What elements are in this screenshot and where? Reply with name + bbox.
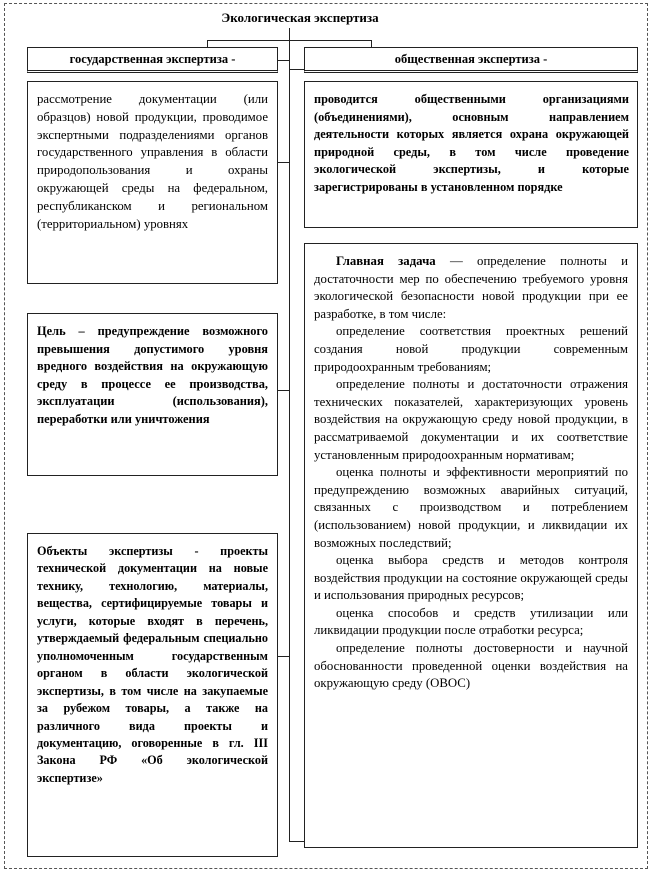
- connector-to-public-header: [289, 69, 304, 70]
- public-definition-box: [304, 81, 638, 228]
- task-lead: Главная задача: [336, 254, 436, 268]
- task-item: оценка выбора средств и методов контроля воздействия продукции на состояние окружающей среды и использования природных ресурсов;: [314, 553, 628, 603]
- connector-to-objects: [278, 656, 289, 657]
- connector-to-state-header: [278, 60, 289, 61]
- task-intro: [314, 253, 628, 323]
- connector-to-definition: [278, 162, 289, 163]
- main-task-box: [304, 243, 638, 848]
- connector-to-goal: [278, 390, 289, 391]
- connector-to-task: [289, 841, 304, 842]
- connector-title-down: [289, 28, 290, 40]
- task-item: определение полноты достоверности и научной обоснованности проведенной оценки воздействия на окружающую среду (ОВОС): [314, 641, 628, 691]
- objects-box: [27, 533, 278, 857]
- connector-left-down: [207, 40, 208, 47]
- task-item: определение полноты и достаточности отражения технических показателей, характеризующих уровень воздействия на окружающую среду новой продукции, в рассматриваемой документации и их соответствие установленным природоохранным нормативам;: [314, 377, 628, 462]
- diagram-title: Экологическая экспертиза: [221, 10, 379, 25]
- task-item: оценка полноты и эффективности мероприятий по предупреждению возможных аварийных ситуаций, связанных с производством и потреблением (использованием) новой продукции, и ликвидации их возможных последствий;: [314, 465, 628, 550]
- connector-right-down: [371, 40, 372, 47]
- state-definition-box: [27, 81, 278, 284]
- connector-center-trunk: [289, 40, 290, 842]
- goal-text: Цель – предупреждение возможного превышения допустимого уровня вредного воздействия на окружающую среду в процессе ее производства, эксплуатации (использования), переработки или уничтожения: [37, 324, 268, 426]
- state-definition-text: рассмотрение документации (или образцов) новой продукции, проводимое экспертными подразделениями органов государственного управления в области природопользования и охраны окружающей среды на федеральном, республиканском и региональном (территориальном) уровнях: [37, 92, 268, 231]
- task-item: оценка способов и средств утилизации или ликвидации продукции после отработки ресурса;: [314, 605, 628, 638]
- state-expertise-header: государственная экспертиза -: [27, 47, 278, 73]
- goal-box: [27, 313, 278, 476]
- objects-text: Объекты экспертизы - проекты технической документации на новые технику, технологию, материалы, вещества, сертифицируемые товары и услуги, которые входят в перечень, утверждаемый федеральным специально уполномоченным государственным органом в области экологической экспертизы, в том числе на закупаемые за рубежом товары, а также на различного вида проекты и документацию, оговоренные в гл. III Закона РФ «Об экологической экспертизе»: [37, 544, 268, 785]
- public-definition-text: проводится общественными организациями (объединениями), основным направлением деятельности которых является охрана окружающей природной среды, в том числе проведение экологической экспертизы, и которые зарегистрированы в установленном порядке: [314, 92, 629, 194]
- task-item: определение соответствия проектных решений создания новой продукции современным природоохранным требованиям;: [314, 324, 628, 374]
- public-expertise-header: общественная экспертиза -: [304, 47, 638, 73]
- task-intro-text: — определение полноты и достаточности мер по обеспечению требуемого уровня экологической безопасности новой продукции при ее разработке, в том числе:: [314, 254, 628, 321]
